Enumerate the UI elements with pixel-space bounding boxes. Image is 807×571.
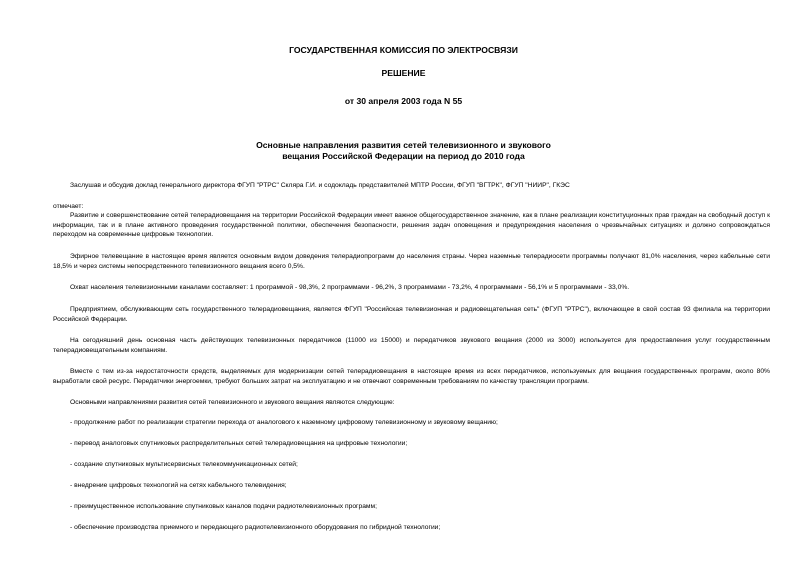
paragraph-1: Развитие и совершенствование сетей телерадиовещания на территории Российской Федерации имеет важное общегосударственное значение, как в плане реализации конституционных прав граждан на свободный доступ к информации, так и в плане активного проведения государственной политики, обеспечения безопасности, решения задач оповещения и предупреждения населения о чрезвычайных ситуациях и должно сопровождаться переходом на современные цифровые технологии. — [53, 212, 770, 239]
intro-paragraph: Заслушав и обсудив доклад генерального директора ФГУП "РТРС" Скляра Г.И. и содокладь представителей МПТР России, ФГУП "ВГТРК", ФГУП "НИИР", ГКЭС — [70, 182, 570, 189]
document-title-line-1: Основные направления развития сетей телевизионного и звукового — [256, 140, 551, 150]
list-item: - создание спутниковых мультисервисных телекоммуникационных сетей; — [70, 461, 298, 468]
document-date-number: от 30 апреля 2003 года N 55 — [344, 96, 463, 106]
paragraph-3: Охват населения телевизионными каналами составляет: 1 программой - 98,3%, 2 программами - 96,2%, 3 программами - 73,2%, 4 программами - 56,1% и 5 программами - 33,0%. — [70, 284, 630, 291]
list-item: - внедрение цифровых технологий на сетях кабельного телевидения; — [70, 482, 287, 489]
organization-heading: ГОСУДАРСТВЕННАЯ КОМИССИЯ ПО ЭЛЕКТРОСВЯЗИ — [289, 45, 518, 55]
list-item: - продолжение работ по реализации стратегии перехода от аналогового к наземному цифровому телевизионному и звуковому вещанию; — [70, 419, 498, 426]
list-item: - перевод аналоговых спутниковых распределительных сетей телерадиовещания на цифровые технологии; — [70, 440, 408, 447]
notes-label: отмечает: — [53, 203, 84, 210]
document-title-line-2: вещания Российской Федерации на период до 2010 года — [282, 151, 525, 161]
paragraph-7: Основными направлениями развития сетей телевизионного и звукового вещания являются следующие: — [70, 399, 395, 406]
document-type-heading: РЕШЕНИЕ — [381, 68, 426, 78]
paragraph-5: На сегодняшний день основная часть действующих телевизионных передатчиков (11000 из 15000) и передатчиков звукового вещания (2000 из 3000) используется для предоставления услуг государственным телерадиовещательным компаниям. — [53, 337, 770, 354]
paragraph-4: Предприятием, обслуживающим сеть государственного телерадиовещания, является ФГУП "Российская телевизионная и радиовещательная сеть" (ФГУП "РТРС"), включающее в свой состав 93 филиала на территории Российской Федерации. — [53, 306, 770, 323]
list-item: - преимущественное использование спутниковых каналов подачи радиотелевизионных программ; — [70, 503, 377, 510]
list-item: - обеспечение производства приемного и передающего радиотелевизионного оборудования по гибридной технологии; — [70, 524, 441, 531]
paragraph-2: Эфирное телевещание в настоящее время является основным видом доведения телерадиопрограмм до населения страны. Через наземные телерадиосети программы получают 81,0% населения, через кабельные сети 18,5% и через системы непосредственного телевизионного вещания всего 0,5%. — [53, 253, 770, 270]
paragraph-6: Вместе с тем из-за недостаточности средств, выделяемых для модернизации сетей телерадиовещания в настоящее время из всех передатчиков, используемых для вещания государственных программ, около 80% выработали свой ресурс. Передатчики энергоемки, требуют больших затрат на эксплуатацию и не отвечают современным требованиям по качеству трансляции программ. — [53, 368, 770, 385]
